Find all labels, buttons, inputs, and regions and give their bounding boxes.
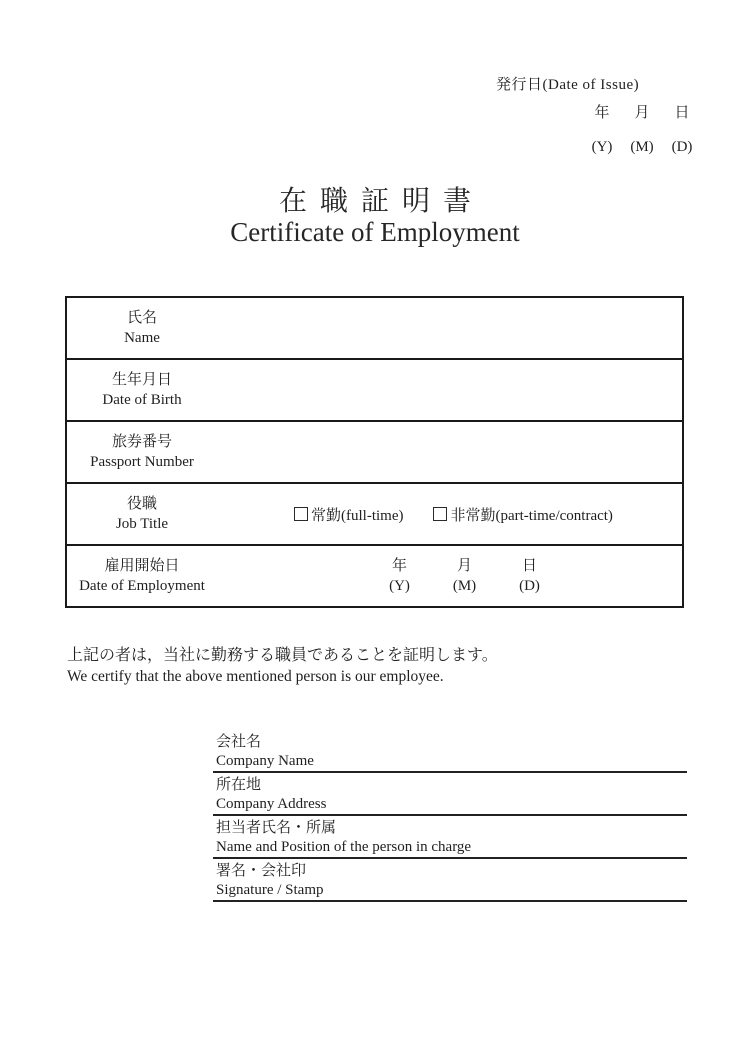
employee-info-table bbox=[65, 296, 684, 608]
company-name-label-ja: 会社名 bbox=[216, 734, 262, 750]
issue-date-fields bbox=[582, 101, 702, 156]
date-of-birth-label-ja: 生年月日 bbox=[111, 372, 172, 388]
employment-day-label-ja: 日 bbox=[521, 558, 537, 574]
date-of-employment-value-cell bbox=[217, 546, 682, 606]
employment-year-field[interactable] bbox=[367, 556, 432, 596]
issue-date-ymd-ja bbox=[582, 101, 702, 122]
employment-month-field[interactable] bbox=[432, 556, 497, 596]
employment-year-label-en: (Y) bbox=[389, 578, 410, 594]
fulltime-option[interactable] bbox=[294, 504, 403, 525]
fulltime-option-label: 常勤(full-time) bbox=[311, 507, 404, 524]
issue-date-label: 発行日(Date of Issue) bbox=[496, 77, 640, 93]
table-row-passport-number bbox=[67, 420, 682, 482]
fulltime-checkbox-icon[interactable] bbox=[294, 507, 308, 521]
date-of-birth-label bbox=[67, 360, 217, 420]
company-name-label-en: Company Name bbox=[216, 753, 314, 769]
company-address-label-ja: 所在地 bbox=[216, 777, 262, 793]
employment-date-columns bbox=[367, 546, 562, 606]
issue-year-label[interactable]: 年 bbox=[594, 105, 610, 121]
employment-month-label-ja: 月 bbox=[456, 558, 472, 574]
issue-year-en-label: (Y) bbox=[591, 139, 613, 155]
signature-stamp-field[interactable] bbox=[213, 859, 687, 902]
passport-number-label bbox=[67, 422, 217, 482]
job-title-label bbox=[67, 484, 217, 544]
parttime-option-label: 非常勤(part-time/contract) bbox=[450, 507, 613, 524]
date-of-employment-label-ja: 雇用開始日 bbox=[104, 558, 180, 574]
table-row-date-of-birth bbox=[67, 358, 682, 420]
certification-statement bbox=[67, 645, 498, 687]
job-title-value-cell bbox=[217, 484, 682, 544]
passport-number-label-en: Passport Number bbox=[90, 454, 194, 470]
company-address-label-en: Company Address bbox=[216, 796, 327, 812]
issue-month-label[interactable]: 月 bbox=[634, 105, 650, 121]
employment-day-field[interactable] bbox=[497, 556, 562, 596]
person-in-charge-label-ja: 担当者氏名・所属 bbox=[216, 820, 337, 836]
job-title-label-ja: 役職 bbox=[126, 496, 157, 512]
certification-statement-en: We certify that the above mentioned person is our employee. bbox=[67, 668, 444, 685]
employment-type-options bbox=[294, 484, 613, 544]
name-label-ja: 氏名 bbox=[126, 310, 157, 326]
issue-month-en-label: (M) bbox=[630, 139, 654, 155]
issue-date-ymd-en bbox=[582, 139, 702, 156]
date-of-employment-label-en: Date of Employment bbox=[79, 578, 205, 594]
certification-statement-ja: 上記の者は，当社に勤務する職員であることを証明します。 bbox=[67, 647, 498, 664]
company-name-field[interactable] bbox=[213, 730, 687, 773]
job-title-label-en: Job Title bbox=[115, 516, 169, 532]
table-row-name bbox=[67, 298, 682, 358]
date-of-birth-value-cell[interactable] bbox=[217, 360, 682, 420]
issue-day-en-label: (D) bbox=[671, 139, 693, 155]
passport-number-label-ja: 旅券番号 bbox=[111, 434, 172, 450]
person-in-charge-label-en: Name and Position of the person in charge bbox=[216, 839, 472, 855]
signature-stamp-label-en: Signature / Stamp bbox=[216, 882, 324, 898]
parttime-option[interactable] bbox=[433, 504, 612, 525]
signature-stamp-label-ja: 署名・会社印 bbox=[216, 863, 307, 879]
name-label bbox=[67, 298, 217, 358]
passport-number-value-cell[interactable] bbox=[217, 422, 682, 482]
table-row-date-of-employment bbox=[67, 544, 682, 606]
issue-day-label[interactable]: 日 bbox=[674, 105, 690, 121]
table-row-job-title bbox=[67, 482, 682, 544]
employment-year-label-ja: 年 bbox=[391, 558, 407, 574]
name-label-en: Name bbox=[124, 330, 160, 346]
person-in-charge-field[interactable] bbox=[213, 816, 687, 859]
parttime-checkbox-icon[interactable] bbox=[433, 507, 447, 521]
employment-month-label-en: (M) bbox=[452, 578, 477, 594]
employment-day-label-en: (D) bbox=[519, 578, 540, 594]
document-title-en: Certificate of Employment bbox=[230, 217, 520, 247]
date-of-employment-label bbox=[67, 546, 217, 606]
company-address-field[interactable] bbox=[213, 773, 687, 816]
document-title-ja: 在職証明書 bbox=[278, 186, 484, 217]
company-signature-section bbox=[213, 730, 687, 902]
name-value-cell[interactable] bbox=[217, 298, 682, 358]
date-of-birth-label-en: Date of Birth bbox=[102, 392, 182, 408]
